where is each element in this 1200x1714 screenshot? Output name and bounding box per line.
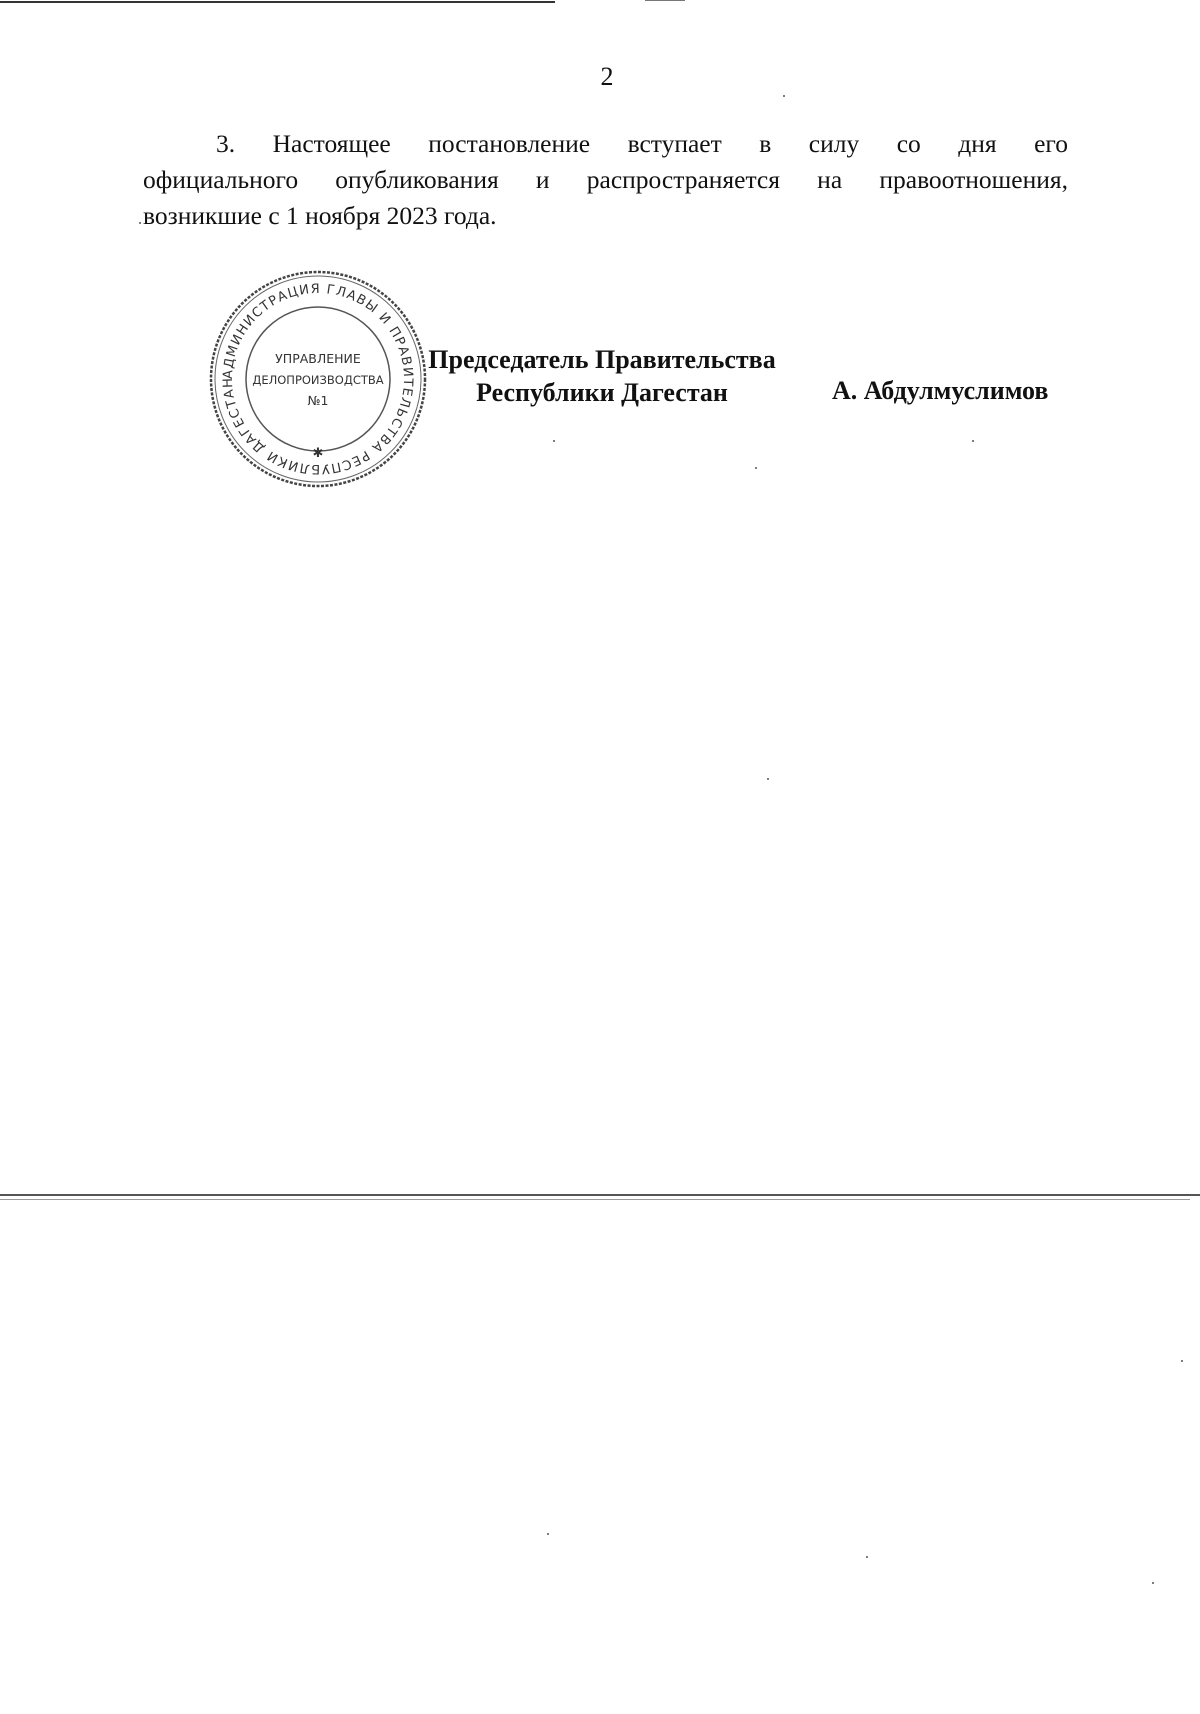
page-number: 2 [600,62,614,91]
scan-edge-line [645,0,685,1]
body-paragraph [143,126,1068,234]
stamp-center-line: ДЕЛОПРОИЗВОДСТВА [252,373,384,387]
paragraph-line: официального опубликования и распространяется на правоотношения, [143,165,1068,194]
scan-speck [553,440,555,442]
stamp-center-line: УПРАВЛЕНИЕ [275,351,361,366]
scan-fold-line [0,1194,1200,1196]
scan-speck [139,222,141,224]
scan-speck [1181,1360,1183,1362]
scan-speck [972,440,974,442]
paragraph-line: 3. Настоящее постановление вступает в силу со дня его [216,129,1068,158]
signatory-position-line: Республики Дагестан [476,378,728,407]
stamp-center-line: №1 [307,393,329,408]
paragraph-line: возникшие с 1 ноября 2023 года. [143,201,497,230]
scan-speck [755,467,757,469]
stamp-star: ✱ [312,446,324,461]
scan-speck [767,778,769,780]
scan-speck [866,1556,868,1558]
scan-edge-line [0,1,555,3]
scan-speck [783,95,785,97]
scan-fold-line [0,1199,1190,1200]
stamp-ring-text: АДМИНИСТРАЦИЯ ГЛАВЫ И ПРАВИТЕЛЬСТВА РЕСПУБЛИКИ ДАГЕСТАН [220,281,416,477]
scan-speck [1152,1582,1154,1584]
scan-speck [547,1533,549,1535]
signatory-name: А. Абдулмуслимов [832,376,1049,405]
signatory-position-line: Председатель Правительства [428,345,776,374]
signatory-position [392,343,812,409]
